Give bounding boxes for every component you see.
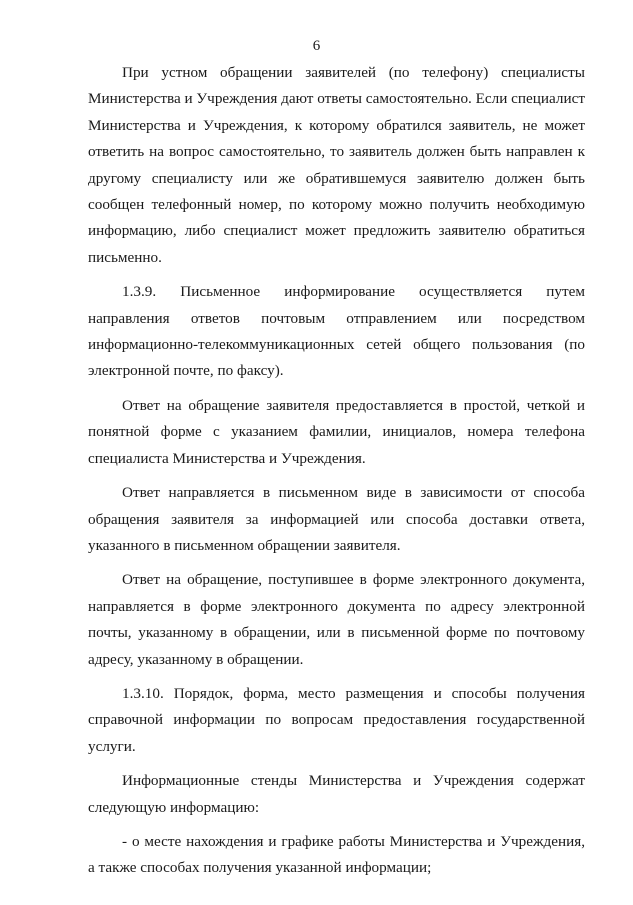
paragraph-info-stands: Информационные стенды Министерства и Учреждения содержат следующую информацию: <box>88 772 585 816</box>
paragraph-answer-form: Ответ на обращение заявителя предоставляется в простой, четкой и понятной форме с указанием фамилии, инициалов, номера телефона специалиста Министерства и Учреждения. <box>88 396 585 467</box>
list-item-location-schedule: - о месте нахождения и графике работы Министерства и Учреждения, а также способах получения указанной информации; <box>88 832 585 877</box>
paragraph-1-3-9: 1.3.9. Письменное информирование осуществляется путем направления ответов почтовым отправлением или посредством информационно-телекоммуникационных сетей общего пользования (по электронной почте, по факсу). <box>88 283 585 380</box>
paragraph-answer-delivery: Ответ направляется в письменном виде в зависимости от способа обращения заявителя за информацией или способа доставки ответа, указанного в письменном обращении заявителя. <box>88 484 585 554</box>
document-body <box>88 60 585 882</box>
paragraph-phone-inquiry: При устном обращении заявителей (по телефону) специалисты Министерства и Учреждения дают ответы самостоятельно. Если специалист Министерства и Учреждения, к которому обратился заявитель, не может ответить на вопрос самостоятельно, то заявитель должен быть направлен к другому специалисту или же обратившемуся заявителю должен быть сообщен телефонный номер, по которому можно получить необходимую информацию, либо специалист может предложить заявителю обратиться письменно. <box>88 64 585 266</box>
page-number: 6 <box>312 38 321 54</box>
paragraph-1-3-10: 1.3.10. Порядок, форма, место размещения и способы получения справочной информации по вопросам предоставления государственной услуги. <box>88 684 585 755</box>
paragraph-electronic-answer: Ответ на обращение, поступившее в форме электронного документа, направляется в форме электронного документа по адресу электронной почты, указанному в обращении, или в письменной форме по почтовому адресу, указанному в обращении. <box>88 571 585 668</box>
